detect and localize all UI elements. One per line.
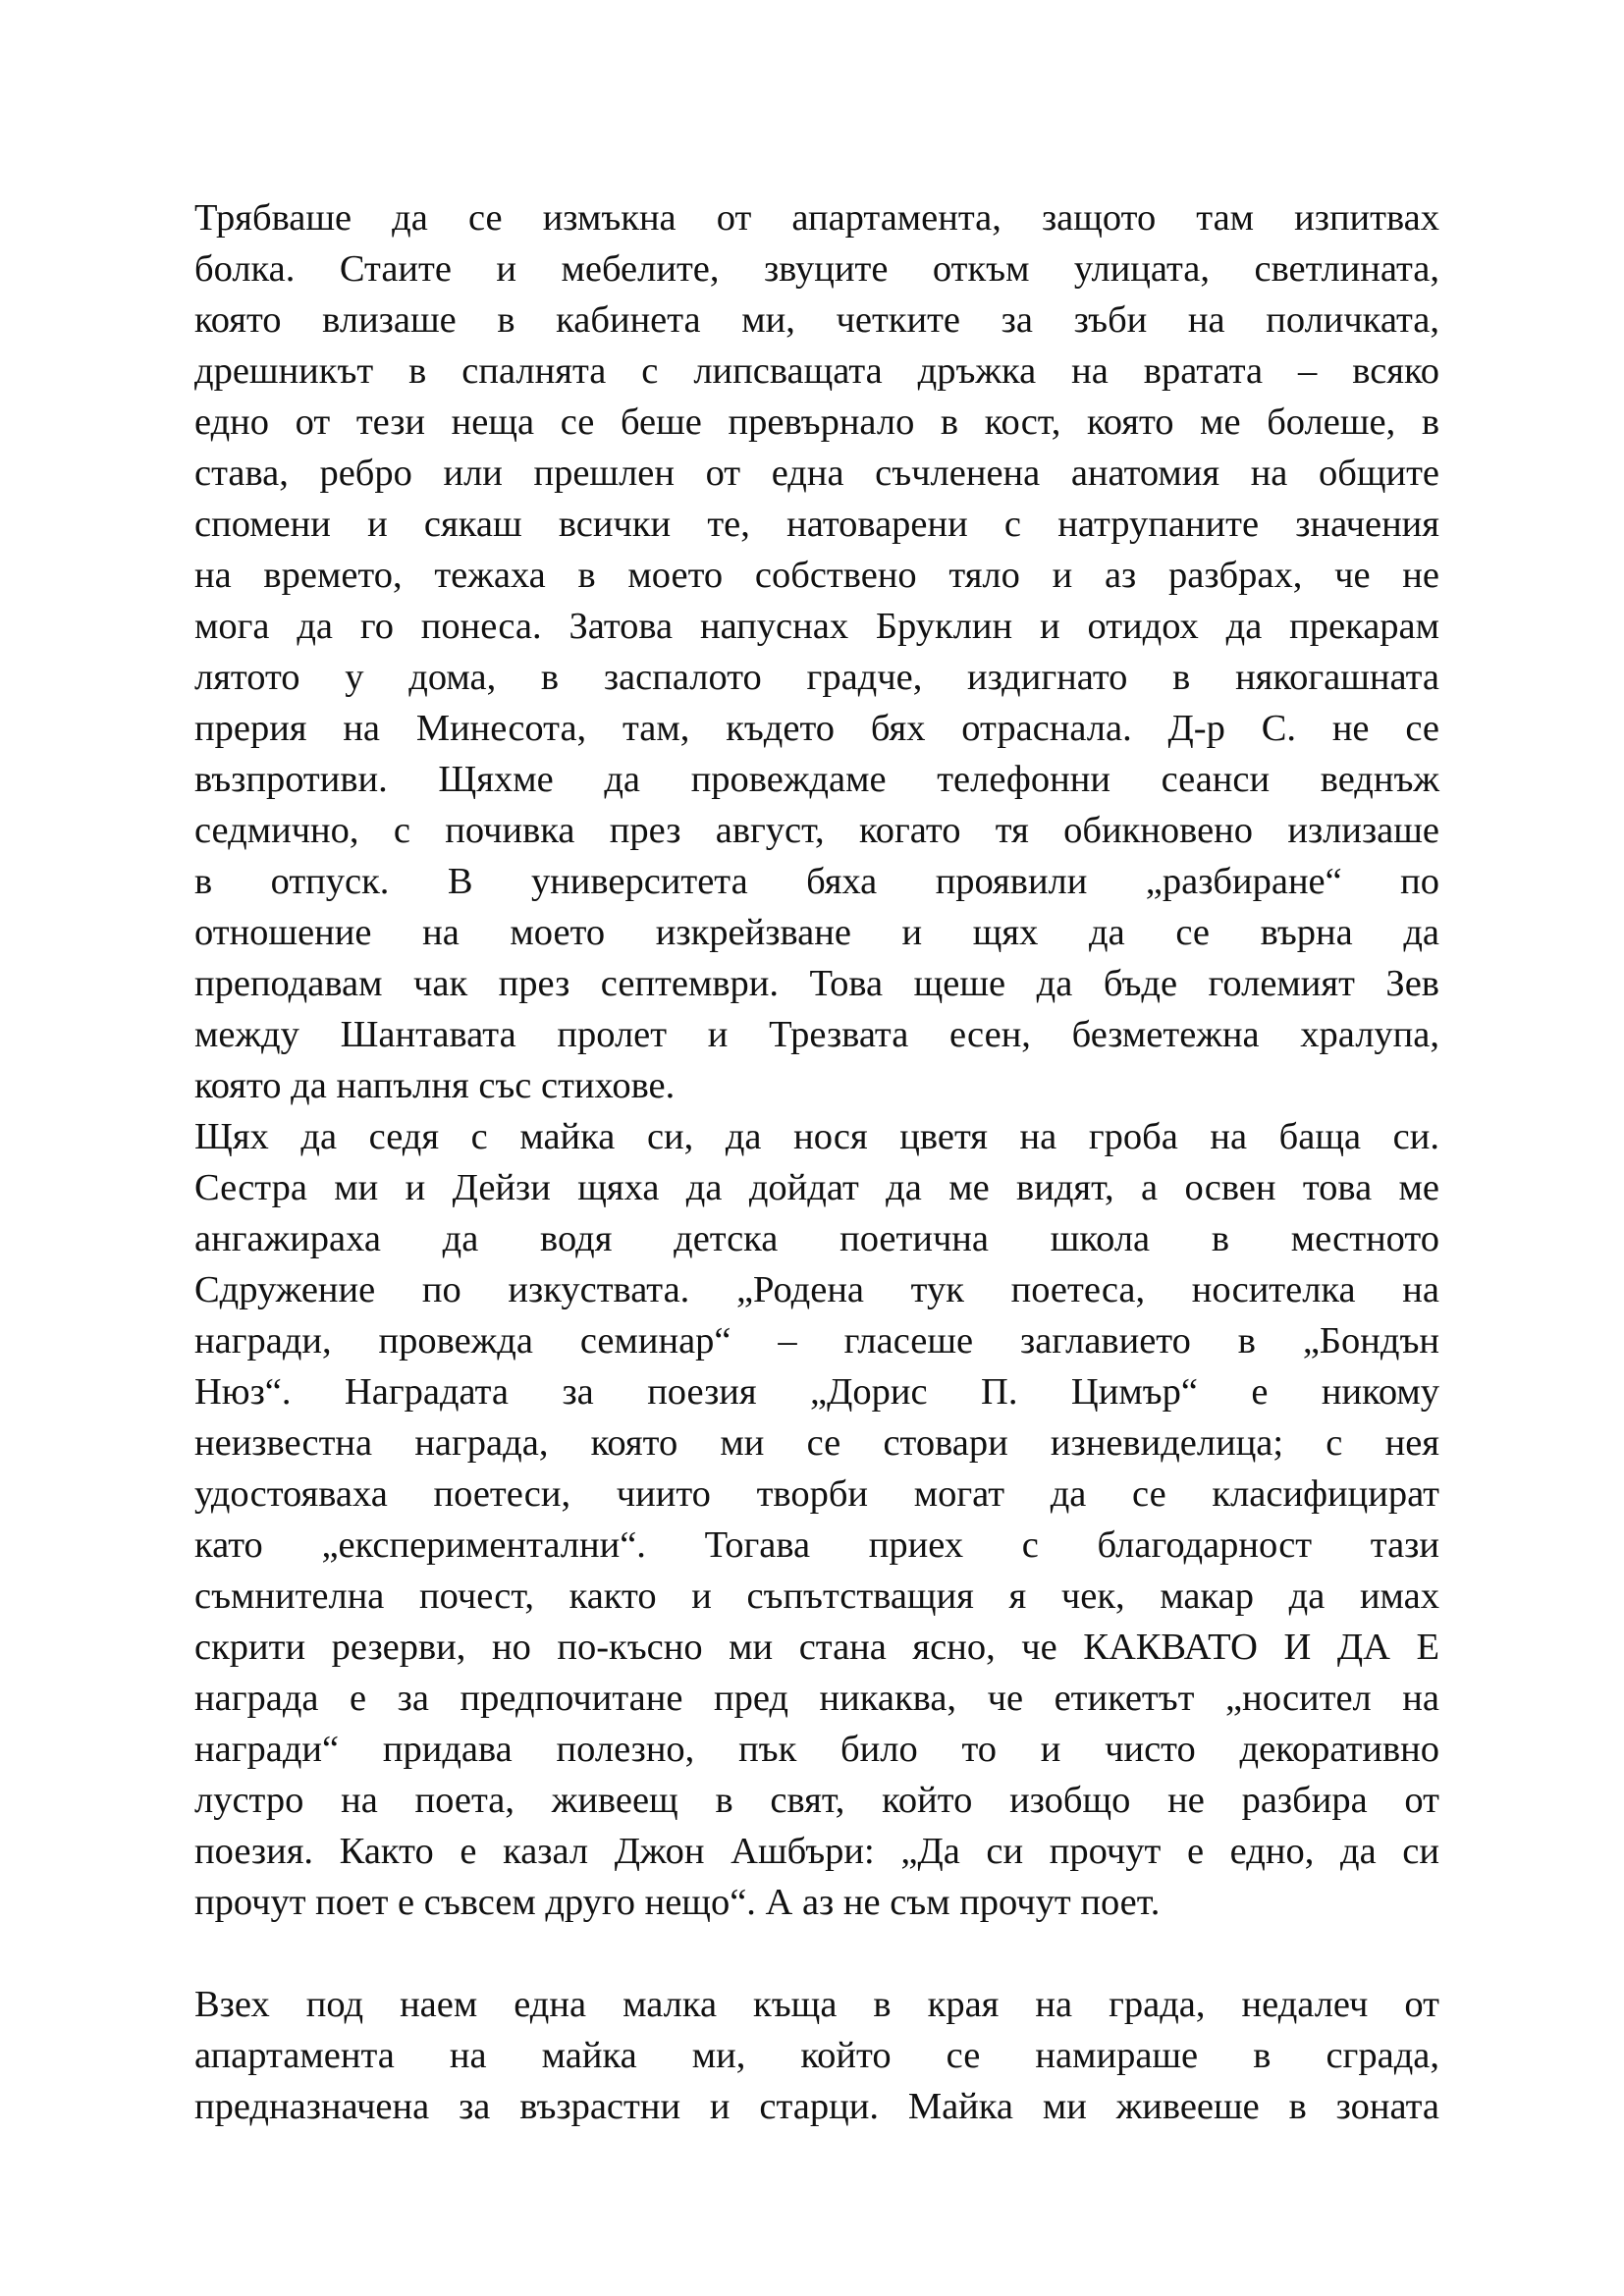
- text-line: на времето, тежаха в моето собствено тяло и аз разбрах, че не: [194, 555, 1439, 596]
- paragraph-2: [194, 1111, 1439, 1928]
- text-line: става, ребро или прешлен от една съчленена анатомия на общите: [194, 453, 1439, 494]
- text-line: награди, провежда семинар“ – гласеше заглавието в „Бондън: [194, 1320, 1439, 1362]
- paragraph-spacer: [194, 1928, 1439, 1979]
- text-line: лятото у дома, в заспалото градче, издигнато в някогашната: [194, 657, 1439, 698]
- text-line: Нюз“. Наградата за поезия „Дорис П. Цимър“ е никому: [194, 1371, 1439, 1413]
- text-line: неизвестна награда, която ми се стовари изневиделица; с нея: [194, 1422, 1439, 1464]
- text-line: Сестра ми и Дейзи щяха да дойдат да ме видят, а освен това ме: [194, 1167, 1439, 1208]
- text-line: предназначена за възрастни и старци. Майка ми живееше в зоната: [194, 2086, 1439, 2127]
- text-line: ангажираха да водя детска поетична школа в местното: [194, 1218, 1439, 1259]
- text-line: в отпуск. В университета бяха проявили „разбиране“ по: [194, 861, 1439, 902]
- text-line: спомени и сякаш всички те, натоварени с натрупаните значения: [194, 504, 1439, 545]
- text-line: болка. Стаите и мебелите, звуците откъм улицата, светлината,: [194, 248, 1439, 290]
- text-line: лустро на поета, живеещ в свят, който изобщо не разбира от: [194, 1780, 1439, 1821]
- text-line: отношение на моето изкрейзване и щях да се върна да: [194, 912, 1439, 953]
- text-line: апартамента на майка ми, който се намираше в сграда,: [194, 2035, 1439, 2076]
- text-line: поезия. Както е казал Джон Ашбъри: „Да си прочут е едно, да си: [194, 1831, 1439, 1872]
- text-line: която да напълня със стихове.: [194, 1065, 676, 1106]
- paragraph-3: [194, 1979, 1439, 2132]
- text-line: Сдружение по изкуствата. „Родена тук поетеса, носителка на: [194, 1269, 1439, 1310]
- text-line: като „експериментални“. Тогава приех с благодарност тази: [194, 1524, 1439, 1566]
- text-line: възпротиви. Щяхме да провеждаме телефонни сеанси веднъж: [194, 759, 1439, 800]
- text-line: между Шантавата пролет и Трезвата есен, безметежна хралупа,: [194, 1014, 1439, 1055]
- text-line: награда е за предпочитане пред никаква, че етикетът „носител на: [194, 1678, 1439, 1719]
- text-line: дрешникът в спалнята с липсващата дръжка на вратата – всяко: [194, 350, 1439, 392]
- text-line: мога да го понеса. Затова напуснах Бруклин и отидох да прекарам: [194, 606, 1439, 647]
- text-line: удостояваха поетеси, чиито творби могат да се класифицират: [194, 1473, 1439, 1515]
- text-line: Трябваше да се измъкна от апартамента, защото там изпитвах: [194, 197, 1439, 239]
- text-line: Взех под наем една малка къща в края на града, недалеч от: [194, 1984, 1439, 2025]
- text-line: скрити резерви, но по-късно ми стана ясно, че КАКВАТО И ДА Е: [194, 1627, 1439, 1668]
- text-line: едно от тези неща се беше превърнало в кост, която ме болеше, в: [194, 401, 1439, 443]
- body-text: [194, 192, 1439, 2132]
- text-line: прерия на Минесота, там, където бях отраснала. Д-р С. не се: [194, 708, 1439, 749]
- text-line: награди“ придава полезно, пък било то и чисто декоративно: [194, 1729, 1439, 1770]
- text-line: съмнителна почест, както и съпътстващия я чек, макар да имах: [194, 1575, 1439, 1617]
- text-line: която влизаше в кабинета ми, четките за зъби на поличката,: [194, 299, 1439, 341]
- text-line: Щях да седя с майка си, да нося цветя на гроба на баща си.: [194, 1116, 1439, 1157]
- text-line: седмично, с почивка през август, когато тя обикновено излизаше: [194, 810, 1439, 851]
- paragraph-1: [194, 192, 1439, 1111]
- text-line: преподавам чак през септември. Това щеше да бъде големият Зев: [194, 963, 1439, 1004]
- text-line: прочут поет е съвсем друго нещо“. А аз не съм прочут поет.: [194, 1882, 1161, 1923]
